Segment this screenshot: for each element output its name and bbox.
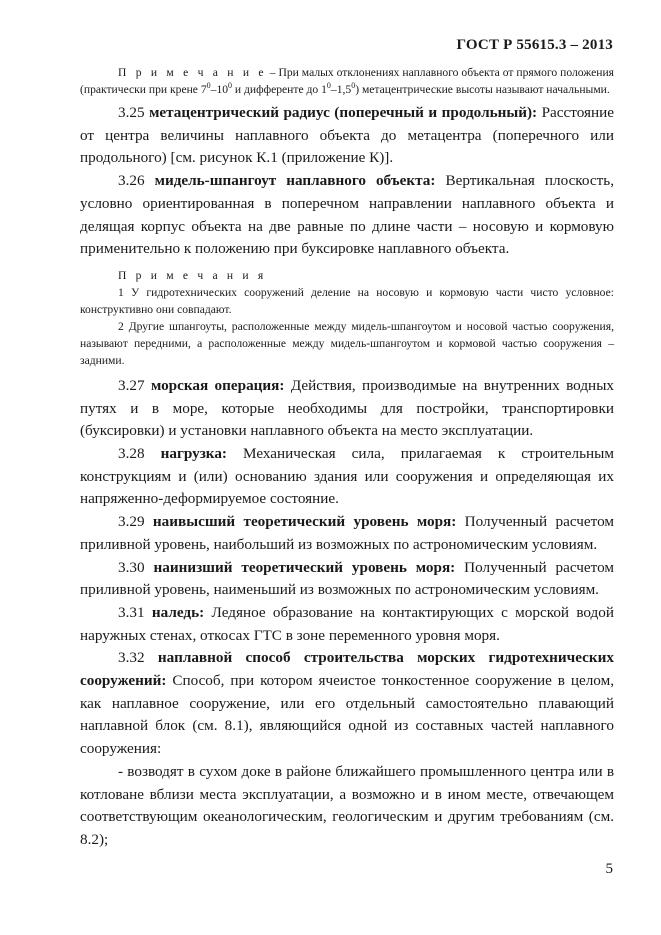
- definition-text: Способ, при котором ячеистое тонкостенное сооружение в целом, как наплавное сооружение, или его отдельный самостоятельно плавающий наплавной блок (см. 8.1), являющийся одной из составных частей наплавного сооружения:: [80, 672, 614, 758]
- clause-number: 3.27: [118, 376, 145, 394]
- definition-3-32: [80, 647, 614, 761]
- definition-text: Вертикальная плоскость, условно ориентированная в поперечном направлении наплавного объекта и делящая корпус объекта на две равные по длине части – носовую и кормовую применительно к положению при буксировке наплавного объекта.: [80, 172, 614, 258]
- note-initial-heights: [80, 64, 614, 98]
- term: наивысший теоретический уровень моря:: [152, 513, 457, 531]
- definition-text: Полученный расчетом приливной уровень, наименьший из возможных по астрономическим условиям.: [80, 558, 615, 599]
- term: наплавной способ строительства морских гидротехнических сооружений:: [80, 649, 615, 690]
- definition-text: Механическая сила, прилагаемая к строительным конструкциям и (или) основанию здания или сооружения и определяющая их напряженно-деформируемое состояние.: [80, 445, 614, 508]
- definition-3-28: [80, 443, 614, 511]
- clause-number: 3.25: [118, 104, 145, 121]
- definition-text: Полученный расчетом приливной уровень, наибольший из возможных по астрономическим условиям.: [80, 513, 614, 553]
- note-text-b: –10: [210, 83, 229, 96]
- standard-header: ГОСТ Р 55615.3 – 2013: [456, 37, 613, 53]
- note-text-d: –1,5: [330, 83, 352, 96]
- definition-3-29: [80, 511, 614, 556]
- note-text-c: и дифференте до 1: [232, 83, 327, 96]
- definition-3-26: [80, 170, 614, 261]
- definition-text: Действия, производимые на внутренних водных путях и в море, которые необходимы для постройки, транспортировки (буксировки) и установки наплавного объекта на место эксплуатации.: [80, 376, 614, 440]
- bullet-item-1: - возводят в сухом доке в районе ближайшего промышленного центра или в котловане вблизи места эксплуатации, а возможно и в ином месте, отвечающем соответствующим океанологическим, геологическим и другим требованиям (см. 8.2);: [80, 762, 614, 848]
- definition-3-30: [80, 557, 614, 602]
- page-number: 5: [605, 861, 613, 877]
- degree-sup: 0: [351, 81, 356, 90]
- clause-number: 3.26: [118, 172, 145, 190]
- definition-3-25: [80, 102, 614, 170]
- note-text-a: – При малых отклонениях наплавного объекта от прямого положения (практически при крене 7: [80, 66, 615, 96]
- note-item-1: 1 У гидротехнических сооружений деление на носовую и кормовую части чисто условное: конструктивно они совпадают.: [80, 285, 614, 316]
- notes-heading: П р и м е ч а н и я: [118, 268, 267, 282]
- definition-3-31: [80, 602, 614, 647]
- definition-3-27: [80, 375, 614, 443]
- page-content: [80, 64, 614, 852]
- note-item-2: 2 Другие шпангоуты, расположенные между мидель-шпангоутом и носовой частью сооружения, называют передними, а расположенные между мидель-шпангоутом и кормовой частью сооружения – задними.: [80, 319, 614, 367]
- note-label: П р и м е ч а н и е: [118, 66, 267, 79]
- clause-number: 3.28: [118, 445, 145, 463]
- term: морская операция:: [150, 376, 285, 394]
- term: наледь:: [151, 603, 205, 621]
- degree-sup: 0: [228, 81, 233, 90]
- clause-number: 3.32: [118, 649, 145, 667]
- note-text-e: ) метацентрические высоты называют начальными.: [355, 83, 610, 96]
- term: мидель-шпангоут наплавного объекта:: [154, 172, 436, 190]
- term: нагрузка:: [160, 445, 227, 463]
- term: наинизший теоретический уровень моря:: [153, 558, 456, 576]
- degree-sup: 0: [206, 81, 211, 90]
- clause-number: 3.31: [118, 603, 145, 621]
- definition-text: Ледяное образование на контактирующих с морской водой наружных стенах, откосах ГТС в зоне переменного уровня моря.: [80, 603, 615, 644]
- clause-number: 3.29: [118, 513, 145, 531]
- degree-sup: 0: [326, 81, 331, 90]
- clause-number: 3.30: [118, 558, 145, 576]
- term: метацентрический радиус (поперечный и продольный):: [149, 104, 538, 121]
- definition-text: Расстояние от центра величины наплавного объекта до метацентра (поперечного или продольного) [см. рисунок К.1 (приложение К)].: [80, 104, 614, 167]
